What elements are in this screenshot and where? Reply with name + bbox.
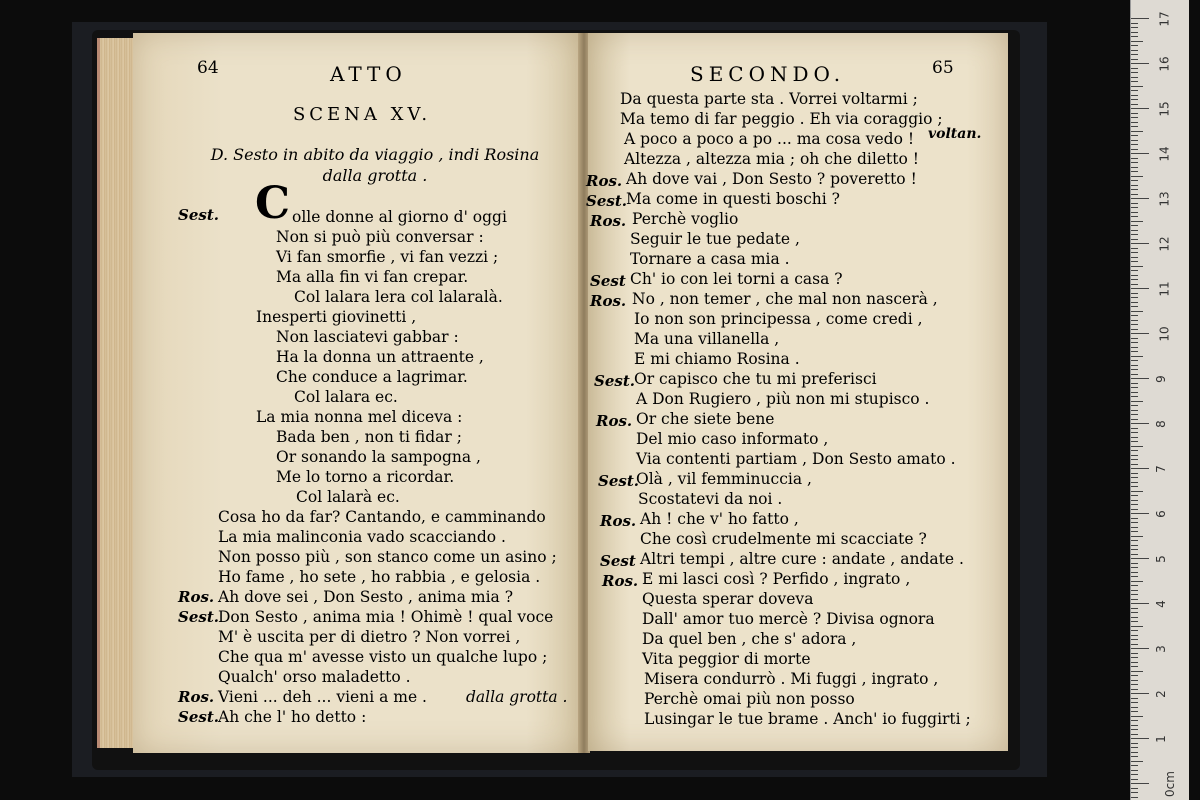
- ruler-tick: [1131, 594, 1138, 595]
- speaker-label: Sest.: [178, 206, 219, 224]
- ruler-tick: [1131, 140, 1138, 141]
- speaker-label: Sest.: [594, 372, 635, 390]
- ruler-tick: [1131, 657, 1138, 658]
- ruler-tick: [1131, 554, 1138, 555]
- ruler-tick: [1131, 743, 1138, 744]
- ruler-tick: [1131, 338, 1138, 339]
- ruler-tick: [1131, 284, 1138, 285]
- ruler-tick: [1131, 315, 1138, 316]
- ruler-tick: [1131, 342, 1138, 343]
- ruler-tick: [1131, 576, 1138, 577]
- ruler-tick: [1131, 459, 1138, 460]
- ruler-tick: [1131, 27, 1138, 28]
- ruler-tick: [1131, 558, 1149, 559]
- ruler-tick: [1131, 752, 1138, 753]
- verse-line: Ah ! che v' ho fatto ,: [640, 510, 799, 528]
- verse-line: Da questa parte sta . Vorrei voltarmi ;: [620, 90, 918, 108]
- ruler-tick: [1131, 243, 1149, 244]
- ruler-tick: [1131, 302, 1138, 303]
- ruler-tick: [1131, 423, 1149, 424]
- ruler-tick: [1131, 248, 1138, 249]
- ruler-tick: [1131, 698, 1138, 699]
- ruler-tick: [1131, 95, 1138, 96]
- verse-line: Vieni ... deh ... vieni a me .: [218, 688, 427, 706]
- ruler-tick: [1131, 707, 1138, 708]
- verse-line: Seguir le tue pedate ,: [630, 230, 800, 248]
- ruler-tick: [1131, 495, 1138, 496]
- verse-line: A Don Rugiero , più non mi stupisco .: [636, 390, 930, 408]
- stage-direction-dalla-grotta: dalla grotta .: [466, 688, 568, 706]
- ruler-tick: [1131, 221, 1143, 222]
- ruler-tick: [1131, 612, 1138, 613]
- ruler-tick: [1131, 513, 1149, 514]
- ruler-label: 12: [1157, 236, 1172, 252]
- ruler-tick: [1131, 86, 1143, 87]
- verse-line: Me lo torno a ricordar.: [276, 468, 455, 486]
- ruler-tick: [1131, 365, 1138, 366]
- ruler-tick: [1131, 639, 1138, 640]
- ruler-tick: [1131, 234, 1138, 235]
- ruler-tick: [1131, 288, 1149, 289]
- ruler-tick: [1131, 158, 1138, 159]
- ruler-label: 13: [1157, 191, 1172, 207]
- ruler-tick: [1131, 734, 1138, 735]
- ruler-tick: [1131, 329, 1138, 330]
- ruler-label: 10: [1157, 326, 1172, 342]
- verse-line: Dall' amor tuo mercè ? Divisa ognora: [642, 610, 935, 628]
- verse-line: Ah dove vai , Don Sesto ? poveretto !: [626, 170, 917, 188]
- ruler-tick: [1131, 383, 1138, 384]
- ruler-tick: [1131, 167, 1138, 168]
- ruler-tick: [1131, 108, 1149, 109]
- ruler-tick: [1131, 585, 1138, 586]
- ruler-tick: [1131, 144, 1138, 145]
- verse-line: Or sonando la sampogna ,: [276, 448, 481, 466]
- ruler-label: 4: [1153, 600, 1168, 608]
- verse-line: Ma temo di far peggio . Eh via coraggio ;: [620, 110, 943, 128]
- verse-line: Altezza , altezza mia ; oh che diletto !: [624, 150, 919, 168]
- ruler-tick: [1131, 81, 1138, 82]
- ruler-tick: [1131, 603, 1149, 604]
- speaker-label: Ros.: [178, 688, 215, 706]
- left-page-number: 64: [197, 58, 219, 78]
- ruler-tick: [1131, 572, 1138, 573]
- ruler-tick: [1131, 311, 1143, 312]
- verse-line: Bada ben , non ti fidar ;: [276, 428, 462, 446]
- ruler-tick: [1131, 486, 1138, 487]
- verse-line: Ah dove sei , Don Sesto , anima mia ?: [218, 588, 514, 606]
- ruler-tick: [1131, 18, 1149, 19]
- ruler-tick: [1131, 297, 1138, 298]
- ruler-tick: [1131, 261, 1138, 262]
- ruler-label: 1: [1153, 735, 1168, 743]
- ruler-tick: [1131, 518, 1138, 519]
- ruler-tick: [1131, 477, 1138, 478]
- speaker-label: Sest: [590, 272, 626, 290]
- ruler-label: 16: [1157, 56, 1172, 72]
- ruler-tick: [1131, 266, 1143, 267]
- ruler-tick: [1131, 468, 1149, 469]
- ruler-tick: [1131, 212, 1138, 213]
- ruler-tick: [1131, 747, 1138, 748]
- ruler-tick: [1131, 779, 1138, 780]
- ruler-tick: [1131, 765, 1138, 766]
- ruler-tick: [1131, 356, 1143, 357]
- verse-line: Don Sesto , anima mia ! Ohimè ! qual voce: [218, 608, 554, 626]
- right-page-number: 65: [932, 58, 954, 78]
- ruler-label: 9: [1153, 375, 1168, 383]
- speaker-label: Sest.: [586, 192, 627, 210]
- ruler-tick: [1131, 621, 1138, 622]
- ruler-tick: [1131, 770, 1138, 771]
- ruler-tick: [1131, 635, 1138, 636]
- ruler-tick: [1131, 279, 1138, 280]
- ruler-label: 8: [1153, 420, 1168, 428]
- ruler-tick: [1131, 360, 1138, 361]
- ruler-label: 11: [1157, 281, 1172, 297]
- ruler-tick: [1131, 522, 1138, 523]
- ruler-tick: [1131, 792, 1138, 793]
- stage-direction-2: dalla grotta .: [322, 166, 428, 185]
- ruler-tick: [1131, 122, 1138, 123]
- ruler-tick: [1131, 644, 1138, 645]
- measurement-ruler: [1130, 0, 1189, 800]
- ruler-tick: [1131, 491, 1143, 492]
- left-running-head: ATTO: [330, 62, 407, 86]
- ruler-tick: [1131, 693, 1149, 694]
- ruler-tick: [1131, 675, 1138, 676]
- ruler-tick: [1131, 666, 1138, 667]
- scene-heading: SCENA XV.: [292, 104, 432, 125]
- ruler-tick: [1131, 626, 1143, 627]
- verse-line: Non posso più , son stanco come un asino ;: [218, 548, 557, 566]
- ruler-tick: [1131, 378, 1149, 379]
- ruler-tick: [1131, 410, 1138, 411]
- ruler-tick: [1131, 293, 1138, 294]
- ruler-tick: [1131, 797, 1138, 798]
- ruler-tick: [1131, 599, 1138, 600]
- ruler-tick: [1131, 104, 1138, 105]
- verse-line: Da quel ben , che s' adora ,: [642, 630, 857, 648]
- verse-line: Che conduce a lagrimar.: [276, 368, 468, 386]
- ruler-tick: [1131, 446, 1143, 447]
- ruler-tick: [1131, 783, 1149, 784]
- ruler-tick: [1131, 684, 1138, 685]
- verse-line: Or capisco che tu mi preferisci: [634, 370, 877, 388]
- ruler-tick: [1131, 270, 1138, 271]
- ruler-tick: [1131, 77, 1138, 78]
- ruler-tick: [1131, 563, 1138, 564]
- ruler-tick: [1131, 180, 1138, 181]
- verse-line: Ma come in questi boschi ?: [626, 190, 840, 208]
- verse-line: Che così crudelmente mi scacciate ?: [640, 530, 927, 548]
- verse-line: Col lalara ec.: [294, 388, 398, 406]
- ruler-tick: [1131, 702, 1138, 703]
- ruler-tick: [1131, 162, 1138, 163]
- verse-line: Io non son principessa , come credi ,: [634, 310, 923, 328]
- ruler-tick: [1131, 374, 1138, 375]
- verse-line: E mi chiamo Rosina .: [634, 350, 800, 368]
- verse-line: Ha la donna un attraente ,: [276, 348, 484, 366]
- ruler-tick: [1131, 257, 1138, 258]
- speaker-label: Sest: [600, 552, 636, 570]
- ruler-tick: [1131, 689, 1138, 690]
- speaker-label: Ros.: [590, 212, 627, 230]
- ruler-label: 7: [1153, 465, 1168, 473]
- stage-direction-voltan: voltan.: [928, 126, 982, 142]
- ruler-tick: [1131, 711, 1138, 712]
- ruler-tick: [1131, 441, 1138, 442]
- ruler-tick: [1131, 252, 1138, 253]
- verse-line: No , non temer , che mal non nascerà ,: [632, 290, 938, 308]
- verse-line: M' è uscita per di dietro ? Non vorrei ,: [218, 628, 521, 646]
- stage-direction-1: D. Sesto in abito da viaggio , indi Rosina: [210, 145, 540, 164]
- verse-line: Misera condurrò . Mi fuggi , ingrato ,: [644, 670, 939, 688]
- ruler-tick: [1131, 396, 1138, 397]
- ruler-tick: [1131, 41, 1143, 42]
- speaker-label: Ros.: [178, 588, 215, 606]
- ruler-tick: [1131, 473, 1138, 474]
- speaker-label: Ros.: [596, 412, 633, 430]
- verse-line: Perchè voglio: [632, 210, 739, 228]
- ruler-tick: [1131, 761, 1143, 762]
- verse-line: Del mio caso informato ,: [636, 430, 829, 448]
- ruler-tick: [1131, 414, 1138, 415]
- verse-line: Ch' io con lei torni a casa ?: [630, 270, 843, 288]
- ruler-tick: [1131, 225, 1138, 226]
- ruler-tick: [1131, 72, 1138, 73]
- verse-line: Ho fame , ho sete , ho rabbia , e gelosia .: [218, 568, 541, 586]
- ruler-tick: [1131, 788, 1138, 789]
- ruler-tick: [1131, 527, 1138, 528]
- verse-line: Questa sperar doveva: [642, 590, 814, 608]
- ruler-tick: [1131, 99, 1138, 100]
- ruler-tick: [1131, 720, 1138, 721]
- ruler-tick: [1131, 662, 1138, 663]
- ruler-tick: [1131, 68, 1138, 69]
- ruler-tick: [1131, 648, 1149, 649]
- ruler-tick: [1131, 23, 1138, 24]
- verse-line: Altri tempi , altre cure : andate , andate .: [640, 550, 964, 568]
- ruler-tick: [1131, 545, 1138, 546]
- ruler-tick: [1131, 347, 1138, 348]
- ruler-tick: [1131, 630, 1138, 631]
- ruler-tick: [1131, 401, 1143, 402]
- ruler-tick: [1131, 428, 1138, 429]
- verse-line: A poco a poco a po ... ma cosa vedo !: [624, 130, 915, 148]
- verse-line: Ma alla fin vi fan crepar.: [276, 268, 469, 286]
- verse-line: Non si può più conversar :: [276, 228, 484, 246]
- verse-line: La mia malinconia vado scacciando .: [218, 528, 506, 546]
- ruler-tick: [1131, 540, 1138, 541]
- verse-line: Via contenti partiam , Don Sesto amato .: [636, 450, 956, 468]
- drop-capital: C: [255, 178, 291, 229]
- speaker-label: Sest.: [178, 708, 219, 726]
- page-edges: [97, 38, 136, 748]
- ruler-label: 14: [1157, 146, 1172, 162]
- ruler-tick: [1131, 50, 1138, 51]
- ruler-tick: [1131, 725, 1138, 726]
- ruler-tick: [1131, 653, 1138, 654]
- speaker-label: Sest.: [598, 472, 639, 490]
- ruler-tick: [1131, 135, 1138, 136]
- ruler-tick: [1131, 738, 1149, 739]
- ruler-tick: [1131, 509, 1138, 510]
- verse-line: Perchè omai più non posso: [644, 690, 855, 708]
- ruler-tick: [1131, 189, 1138, 190]
- ruler-label: 6: [1153, 510, 1168, 518]
- ruler-tick: [1131, 185, 1138, 186]
- verse-line: Che qua m' avesse visto un qualche lupo ;: [218, 648, 548, 666]
- ruler-tick: [1131, 392, 1138, 393]
- ruler-tick: [1131, 405, 1138, 406]
- verse-line: Col lalara lera col lalaralà.: [294, 288, 503, 306]
- ruler-tick: [1131, 203, 1138, 204]
- ruler-label: 3: [1153, 645, 1168, 653]
- ruler-tick: [1131, 504, 1138, 505]
- ruler-tick: [1131, 536, 1143, 537]
- ruler-tick: [1131, 333, 1149, 334]
- ruler-tick: [1131, 275, 1138, 276]
- ruler-label: 2: [1153, 690, 1168, 698]
- ruler-label: 0cm: [1162, 771, 1177, 797]
- ruler-tick: [1131, 36, 1138, 37]
- speaker-label: Ros.: [586, 172, 623, 190]
- ruler-tick: [1131, 176, 1143, 177]
- ruler-tick: [1131, 239, 1138, 240]
- ruler-tick: [1131, 549, 1138, 550]
- verse-line: Vi fan smorfie , vi fan vezzi ;: [276, 248, 499, 266]
- ruler-tick: [1131, 387, 1138, 388]
- verse-line: Cosa ho da far? Cantando, e camminando: [218, 508, 546, 526]
- ruler-label: 15: [1157, 101, 1172, 117]
- ruler-tick: [1131, 671, 1143, 672]
- speaker-label: Ros.: [602, 572, 639, 590]
- right-running-head: SECONDO.: [690, 62, 846, 86]
- ruler-tick: [1131, 198, 1149, 199]
- ruler-tick: [1131, 117, 1138, 118]
- ruler-tick: [1131, 59, 1138, 60]
- ruler-tick: [1131, 590, 1138, 591]
- ruler-tick: [1131, 324, 1138, 325]
- ruler-tick: [1131, 216, 1138, 217]
- verse-line: Olà , vil femminuccia ,: [636, 470, 812, 488]
- ruler-tick: [1131, 131, 1143, 132]
- ruler-tick: [1131, 567, 1138, 568]
- verse-line: olle donne al giorno d' oggi: [292, 208, 507, 226]
- ruler-tick: [1131, 54, 1138, 55]
- ruler-tick: [1131, 531, 1138, 532]
- ruler-tick: [1131, 113, 1138, 114]
- ruler-label: 17: [1157, 11, 1172, 27]
- ruler-tick: [1131, 369, 1138, 370]
- ruler-tick: [1131, 149, 1138, 150]
- ruler-tick: [1131, 432, 1138, 433]
- ruler-tick: [1131, 171, 1138, 172]
- verse-line: Or che siete bene: [636, 410, 775, 428]
- verse-line: Inesperti giovinetti ,: [256, 308, 417, 326]
- ruler-tick: [1131, 482, 1138, 483]
- ruler-tick: [1131, 756, 1138, 757]
- ruler-tick: [1131, 419, 1138, 420]
- ruler-tick: [1131, 45, 1138, 46]
- ruler-tick: [1131, 455, 1138, 456]
- ruler-tick: [1131, 320, 1138, 321]
- ruler-tick: [1131, 351, 1138, 352]
- ruler-tick: [1131, 716, 1143, 717]
- ruler-tick: [1131, 500, 1138, 501]
- ruler-tick: [1131, 617, 1138, 618]
- verse-line: E mi lasci così ? Perfido , ingrato ,: [642, 570, 911, 588]
- ruler-tick: [1131, 464, 1138, 465]
- ruler-tick: [1131, 581, 1143, 582]
- verse-line: Qualch' orso maladetto .: [218, 668, 411, 686]
- verse-line: La mia nonna mel diceva :: [256, 408, 463, 426]
- ruler-tick: [1131, 63, 1149, 64]
- ruler-tick: [1131, 153, 1149, 154]
- ruler-tick: [1131, 306, 1138, 307]
- ruler-tick: [1131, 450, 1138, 451]
- ruler-tick: [1131, 437, 1138, 438]
- ruler-tick: [1131, 729, 1138, 730]
- verse-line: Ma una villanella ,: [634, 330, 780, 348]
- ruler-tick: [1131, 608, 1138, 609]
- ruler-tick: [1131, 230, 1138, 231]
- ruler-tick: [1131, 680, 1138, 681]
- speaker-label: Ros.: [600, 512, 637, 530]
- speaker-label: Sest.: [178, 608, 219, 626]
- ruler-label: 5: [1153, 555, 1168, 563]
- verse-line: Tornare a casa mia .: [630, 250, 790, 268]
- ruler-tick: [1131, 194, 1138, 195]
- ruler-tick: [1131, 90, 1138, 91]
- verse-line: Ah che l' ho detto :: [218, 708, 367, 726]
- ruler-tick: [1131, 207, 1138, 208]
- ruler-tick: [1131, 774, 1138, 775]
- verse-line: Non lasciatevi gabbar :: [276, 328, 459, 346]
- verse-line: Vita peggior di morte: [642, 650, 811, 668]
- ruler-tick: [1131, 126, 1138, 127]
- verse-line: Col lalarà ec.: [296, 488, 400, 506]
- verse-line: Lusingar le tue brame . Anch' io fuggirti ;: [644, 710, 971, 728]
- speaker-label: Ros.: [590, 292, 627, 310]
- ruler-tick: [1131, 32, 1138, 33]
- verse-line: Scostatevi da noi .: [638, 490, 783, 508]
